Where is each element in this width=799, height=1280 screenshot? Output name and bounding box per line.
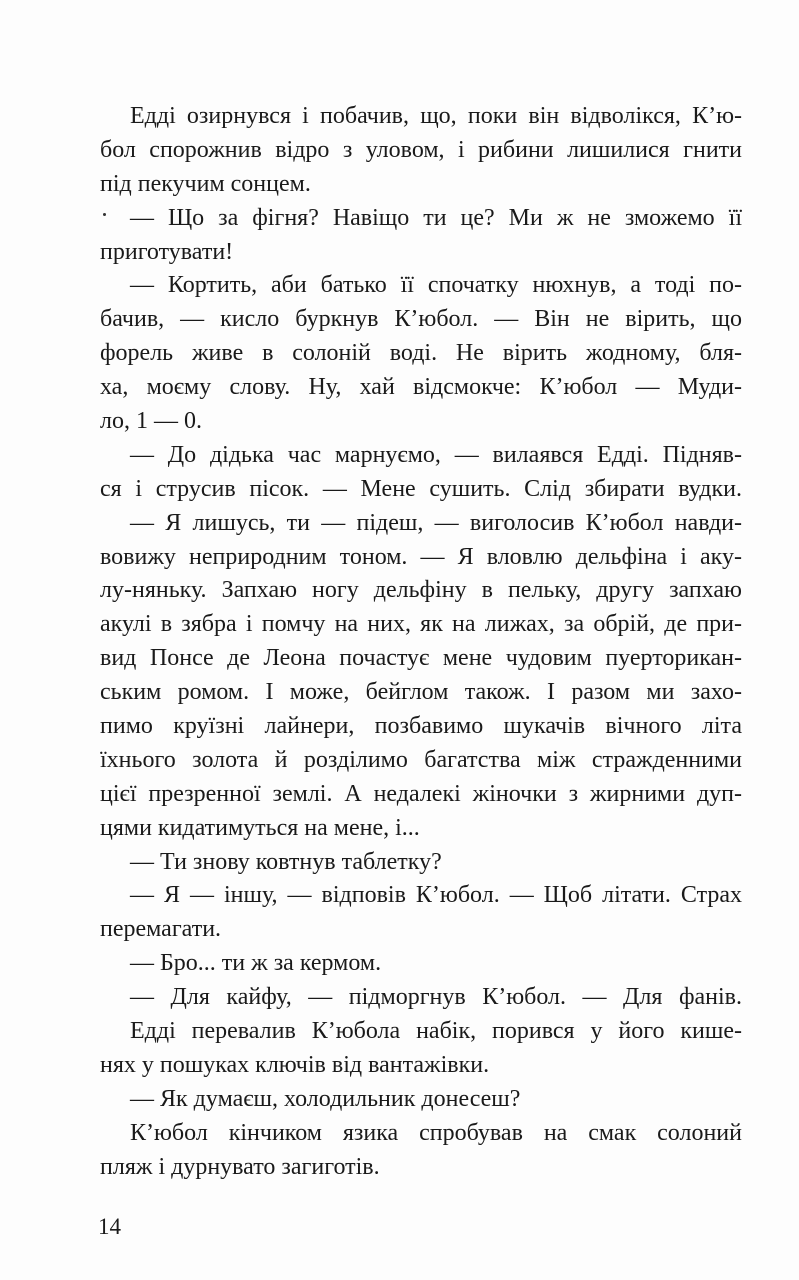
text-line: — Що за фігня? Навіщо ти це? Ми ж не зможемо її xyxy=(130,204,742,231)
text-line: ським ромом. І може, бейглом також. І разом ми захо- xyxy=(100,679,742,706)
text-line: — До дідька час марнуємо, — вилаявся Едді. Підняв- xyxy=(130,441,742,468)
text-line: лу-няньку. Запхаю ногу дельфіну в пельку, другу запхаю xyxy=(100,577,742,604)
text-line: ха, моєму слову. Ну, хай відсмокче: К’юбол — Муди- xyxy=(100,374,742,401)
text-line: ся і струсив пісок. — Мене сушить. Слід збирати вудки. xyxy=(100,475,742,502)
text-line: приготувати! xyxy=(100,238,234,265)
text-line: нях у пошуках ключів від вантажівки. xyxy=(100,1051,490,1078)
text-line: бол спорожнив відро з уловом, і рибини лишилися гнити xyxy=(100,136,742,163)
text-line: акулі в зябра і помчу на них, як на лижах, за обрій, де при- xyxy=(100,611,742,638)
text-line: їхнього золота й розділимо багатства між стражденними xyxy=(100,746,742,773)
text-line: бачив, — кисло буркнув К’юбол. — Він не вірить, що xyxy=(100,306,742,333)
text-line: ло, 1 — 0. xyxy=(100,408,202,435)
body-text xyxy=(100,100,742,1185)
text-line: — Я лишусь, ти — підеш, — виголосив К’юбол навди- xyxy=(130,509,742,536)
page-number: 14 xyxy=(98,1214,121,1239)
text-line: — Для кайфу, — підморгнув К’юбол. — Для фанів. xyxy=(130,984,742,1011)
text-line: форель живе в солоній воді. Не вірить жодному, бля- xyxy=(100,340,742,367)
text-line: — Я — іншу, — відповів К’юбол. — Щоб літати. Страх xyxy=(130,882,742,909)
text-line: Едді перевалив К’юбола набік, порився у його кише- xyxy=(130,1018,742,1045)
text-line: цями кидатимуться на мене, і... xyxy=(100,814,420,841)
text-line: вид Понсе де Леона почастує мене чудовим пуерторикан- xyxy=(100,645,742,672)
text-line: Едді озирнувся і побачив, що, поки він відволікся, К’ю- xyxy=(130,103,742,129)
text-line: перемагати. xyxy=(100,916,222,943)
text-line: пимо круїзні лайнери, позбавимо шукачів вічного літа xyxy=(100,713,742,740)
text-line: — Кортить, аби батько її спочатку нюхнув, а тоді по- xyxy=(130,272,742,299)
text-line: вовижу неприродним тоном. — Я вловлю дельфіна і аку- xyxy=(100,543,742,570)
text-line: під пекучим сонцем. xyxy=(100,170,311,197)
text-line: цієї презренної землі. А недалекі жіночки з жирними дуп- xyxy=(100,780,742,807)
text-line: пляж і дурнувато загиготів. xyxy=(100,1153,380,1180)
stray-mark xyxy=(103,213,106,216)
text-line: — Як думаєш, холодильник донесеш? xyxy=(130,1085,521,1112)
text-line: — Бро... ти ж за кермом. xyxy=(130,950,382,977)
text-line: — Ти знову ковтнув таблетку? xyxy=(130,848,442,875)
text-line: К’юбол кінчиком язика спробував на смак солоний xyxy=(130,1119,742,1146)
